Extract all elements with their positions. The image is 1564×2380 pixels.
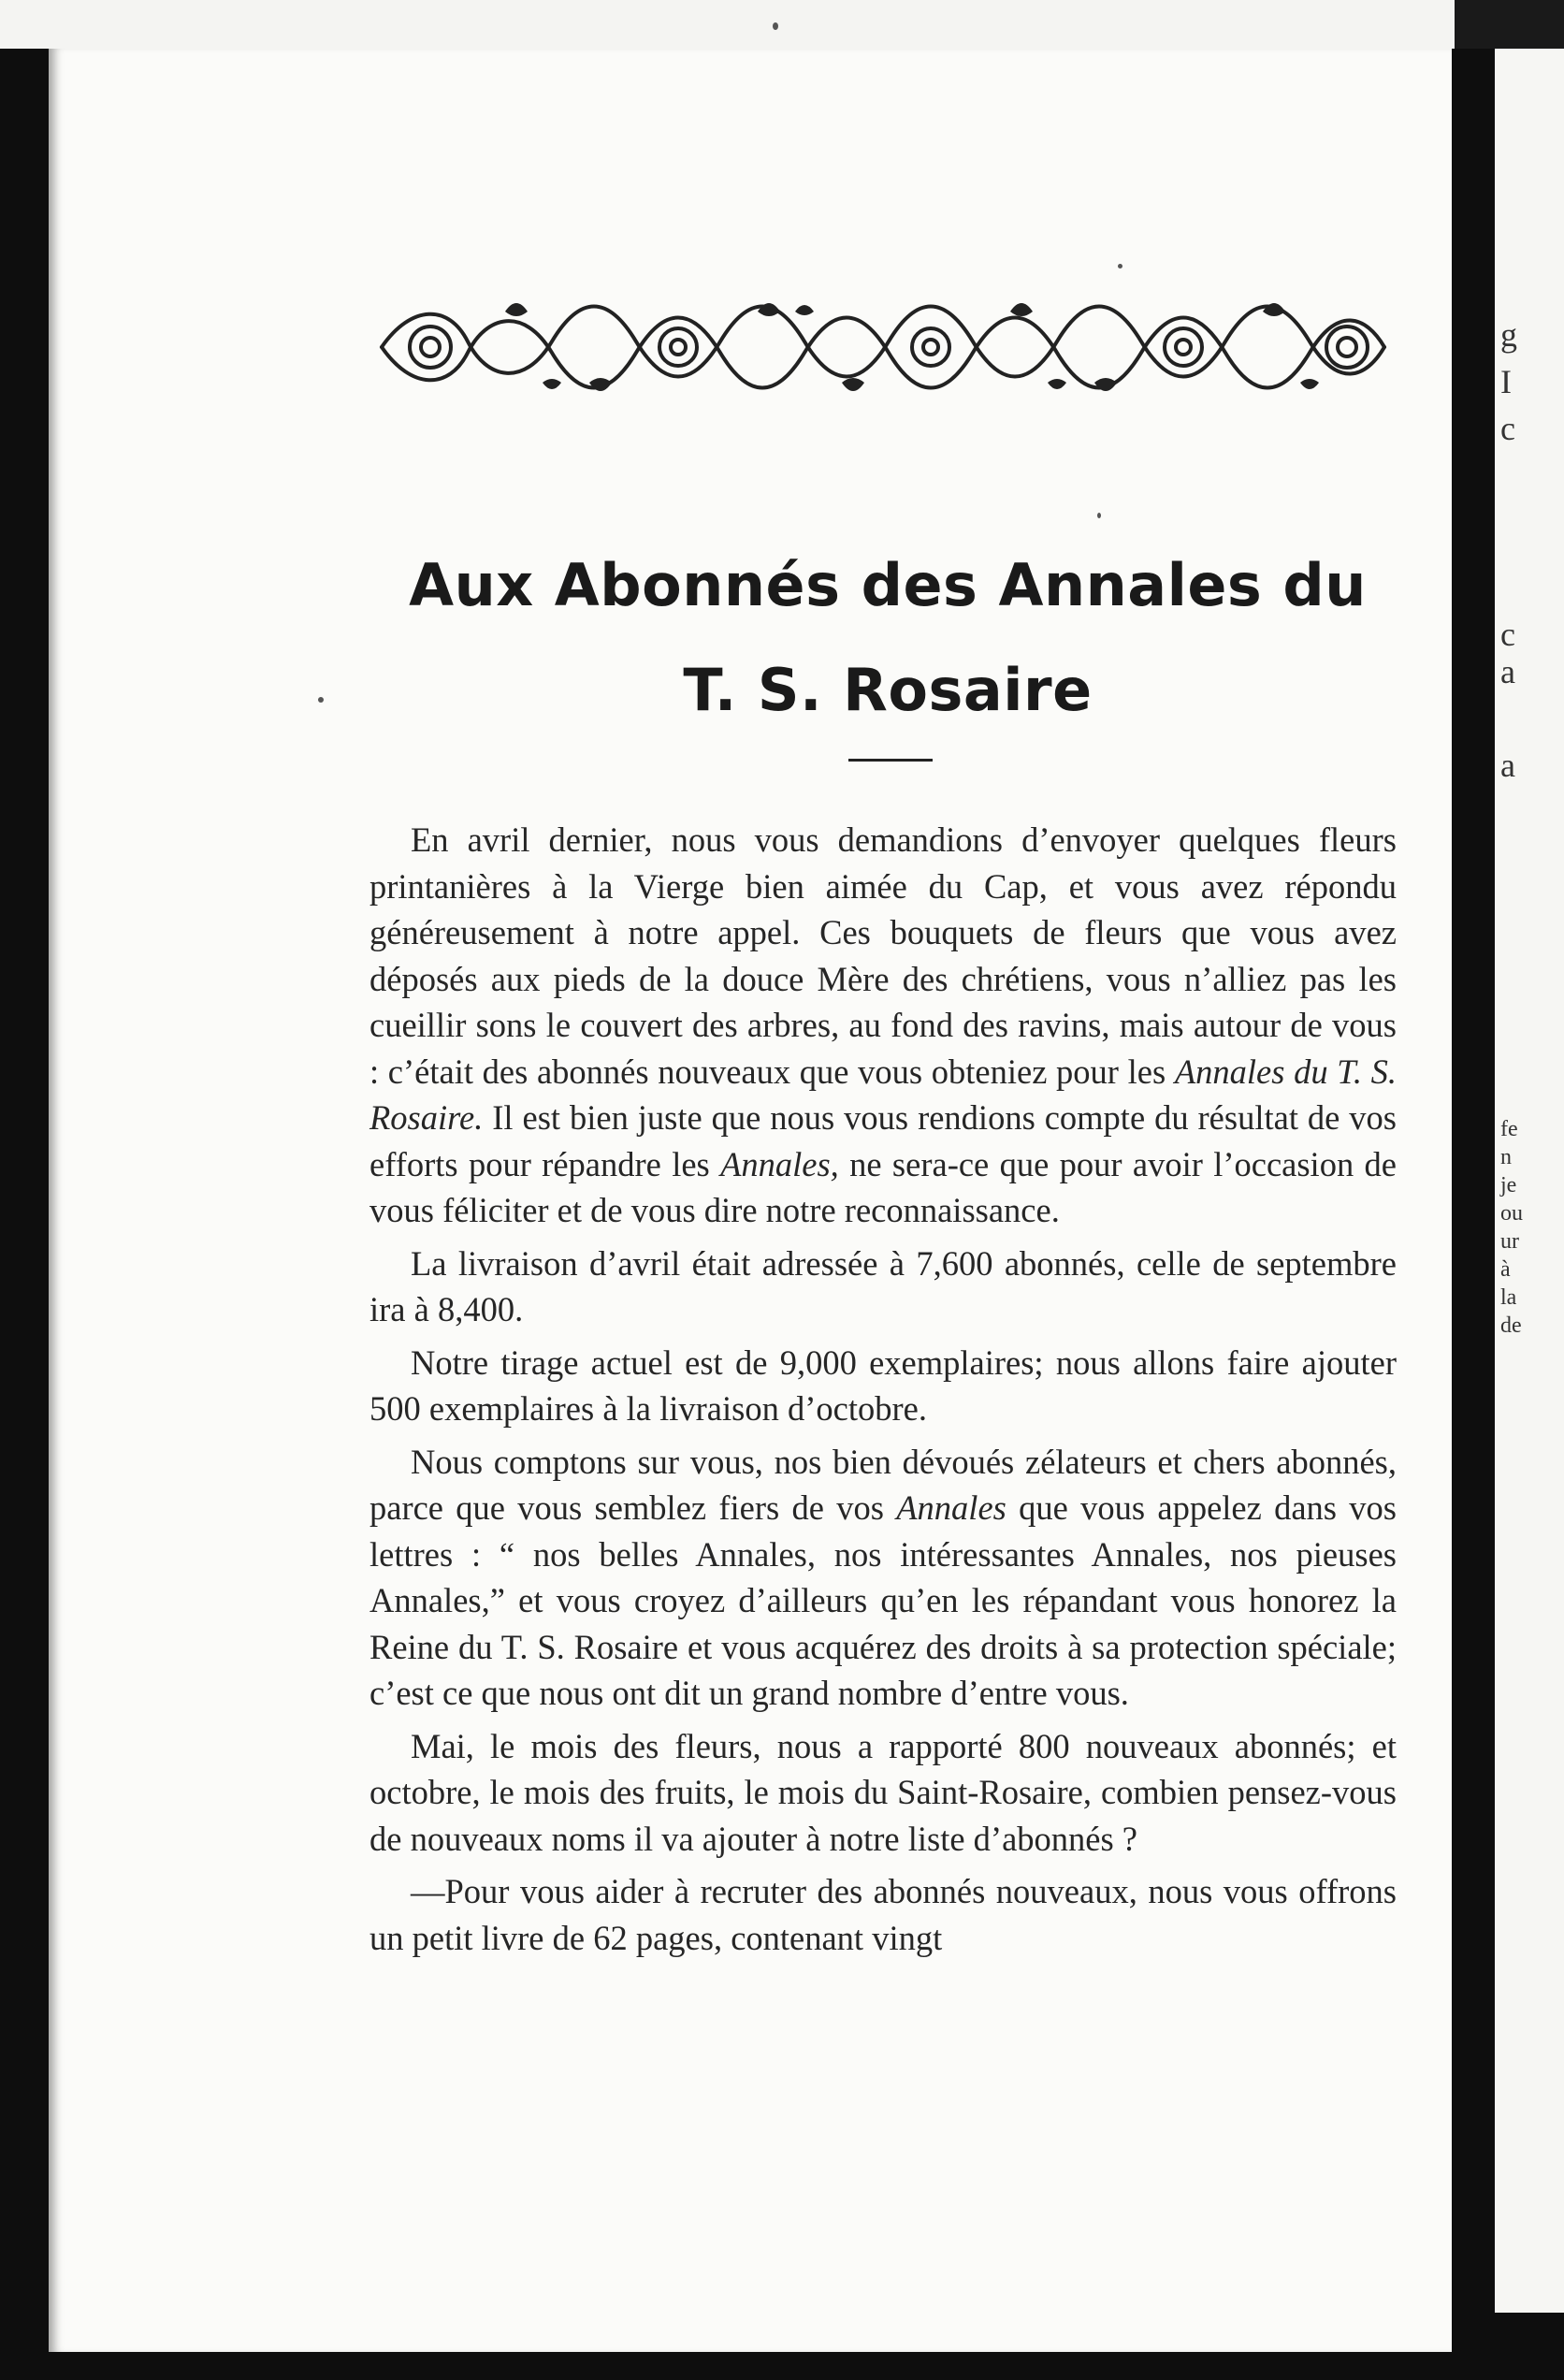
- text-run: En avril dernier, nous vous demandions d’envoyer quelques fleurs printanières à la Vierge bien aimée du Cap, et vous avez répondu généreusement à notre appel. Ces bouquets de fleurs que vous avez déposés aux pieds de la douce Mère des chrétiens, vous n’alliez pas les cueillir sons le couvert des arbres, au fond des ravins, mais autour de vous : c’était des abonnés nouveaux que vous obteniez pour les: [369, 820, 1397, 1091]
- title-line-1: Aux Abonnés des Annales du: [409, 551, 1367, 619]
- text-run: Nous comptons sur vous, nos bien dévoués zélateurs et chers abonnés, parce que vous semblez fiers de vos: [369, 1442, 1397, 1527]
- scan-speck: [773, 22, 778, 30]
- adjacent-page-fragment: la: [1500, 1285, 1517, 1310]
- body-paragraph: [369, 1439, 1397, 1717]
- adjacent-page-fragment: c: [1500, 616, 1515, 653]
- text-run: Mai, le mois des fleurs, nous a rapporté 800 nouveaux abonnés; et octobre, le mois des fruits, le mois du Saint-Rosaire, combien pensez-vous de nouveaux noms il va ajouter à notre liste d’abonnés ?: [369, 1726, 1397, 1858]
- body-paragraph: [369, 1340, 1397, 1432]
- text-run: Notre tirage actuel est de 9,000 exemplaires; nous allons faire ajouter 500 exemplaires à la livraison d’octobre.: [369, 1342, 1397, 1428]
- text-run: Il est bien juste que nous vous rendions compte du résultat de vos efforts pour répandre les: [369, 1098, 1397, 1183]
- italic-title-run: Annales: [896, 1488, 1006, 1527]
- text-run: ne sera-ce que pour avoir l’occasion de vous féliciter et de vous dire notre reconnaissance.: [369, 1144, 1397, 1229]
- body-paragraph: [369, 1723, 1397, 1863]
- adjacent-page-fragment: de: [1500, 1313, 1522, 1338]
- title-line-2: T. S. Rosaire: [683, 656, 1093, 724]
- italic-title-run: Annales du T. S. Rosaire.: [369, 1052, 1397, 1137]
- scan-speck: [1097, 513, 1101, 518]
- article-body: [369, 817, 1397, 1967]
- adjacent-page-fragment: fe: [1500, 1117, 1518, 1141]
- text-run: que vous appelez dans vos lettres : “ nos belles Annales, nos intéressantes Annales, nos pieuses Annales,” et vous croyez d’ailleurs qu’en les répandant vous honorez la Reine du T. S. Rosaire et vous acquérez des droits à sa protection spéciale; c’est ce que nous ont dit un grand nombre d’entre vous.: [369, 1488, 1397, 1712]
- adjacent-page-fragment: a: [1500, 747, 1515, 784]
- scan-speck: [1118, 264, 1122, 268]
- adjacent-page-edge: [1495, 49, 1564, 2313]
- article-title: [355, 533, 1420, 743]
- scan-top-margin: [0, 0, 1564, 49]
- title-divider: [848, 759, 933, 762]
- decorative-vine-ornament: [374, 285, 1392, 409]
- adjacent-page-fragment: ur: [1500, 1229, 1519, 1254]
- text-run: La livraison d’avril était adressée à 7,600 abonnés, celle de septembre ira à 8,400.: [369, 1243, 1397, 1328]
- italic-title-run: Annales,: [720, 1144, 839, 1183]
- adjacent-page-fragment: a: [1500, 653, 1515, 690]
- body-paragraph: [369, 817, 1397, 1234]
- adjacent-page-fragment: I: [1500, 363, 1512, 400]
- adjacent-page-fragment: c: [1500, 410, 1515, 447]
- body-paragraph: [369, 1241, 1397, 1333]
- adjacent-page-fragment: ou: [1500, 1201, 1523, 1226]
- adjacent-page-fragment: à: [1500, 1257, 1511, 1282]
- body-paragraph: [369, 1868, 1397, 1961]
- scan-speck: [318, 697, 324, 703]
- adjacent-page-fragment: g: [1500, 316, 1517, 354]
- adjacent-page-fragment: je: [1500, 1173, 1517, 1197]
- scan-top-edge: [1455, 0, 1564, 49]
- text-run: —Pour vous aider à recruter des abonnés nouveaux, nous vous offrons un petit livre de 62 pages, contenant vingt: [369, 1872, 1397, 1957]
- adjacent-page-fragment: n: [1500, 1145, 1512, 1169]
